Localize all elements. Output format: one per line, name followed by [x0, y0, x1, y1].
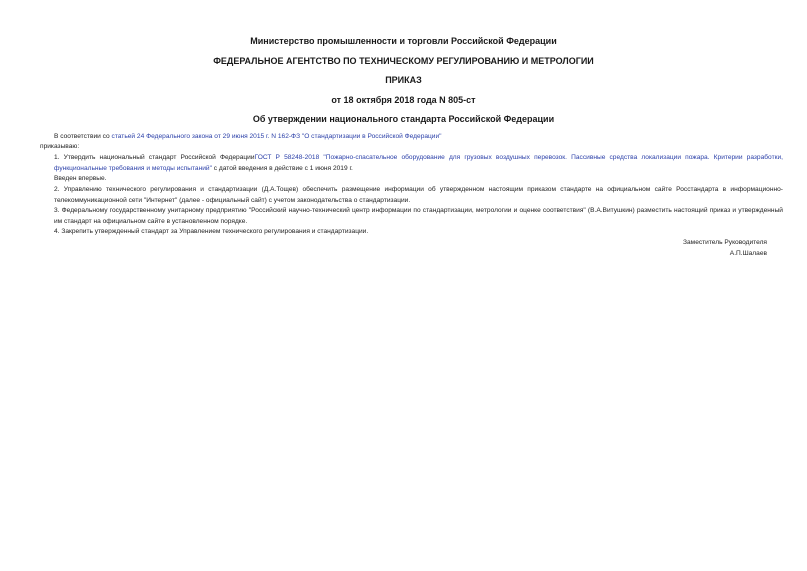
item-2-paragraph: 2. Управлению технического регулирования и стандартизации (Д.А.Тощев) обеспечить размещение информации об утвержденном настоящим приказом стандарте на официальном сайте Росстандарта в информационно-телекоммуникационной сети "Интернет" (далее - официальный сайт) с учетом законодательства о стандартизации. — [54, 186, 783, 204]
ministry-heading: Министерство промышленности и торговли Российской Федерации — [250, 36, 557, 46]
document-type-heading: ПРИКАЗ — [385, 75, 422, 85]
standard-link[interactable]: ГОСТ Р 58248-2018 "Пожарно-спасательное оборудование для грузовых воздушных перевозок. Пассивные средства локализации пожара. Критерии разработки, функциональные требования и методы испытаний" — [54, 154, 783, 172]
document-subject-heading: Об утверждении национального стандарта Российской Федерации — [252, 114, 555, 124]
signature-name: А.П.Шалаев — [729, 250, 767, 257]
document-date-heading: от 18 октября 2018 года N 805-ст — [331, 95, 476, 105]
order-word: приказываю: — [40, 143, 80, 150]
item-3-paragraph: 3. Федеральному государственному унитарному предприятию "Российский научно-технический центр информации по стандартизации, метрологии и оценке соответствия" (В.А.Витушкин) разместить настоящий приказ и утвержденный им стандарт на официальном сайте в установленном порядке. — [54, 207, 783, 225]
item-1-prefix: 1. Утвердить национальный стандарт Российской Федерации — [54, 154, 255, 161]
federal-law-link[interactable]: статьей 24 Федерального закона от 29 июня 2015 г. N 162-ФЗ "О стандартизации в Российской Федерации" — [111, 133, 442, 140]
introduced-first-note: Введен впервые. — [54, 175, 107, 182]
item-1-paragraph — [40, 153, 783, 175]
signature-position: Заместитель Руководителя — [683, 239, 767, 246]
intro-prefix: В соответствии со — [54, 133, 112, 140]
item-1-suffix: с датой введения в действие с 1 июня 2019 г. — [211, 164, 353, 172]
agency-heading: ФЕДЕРАЛЬНОЕ АГЕНТСТВО ПО ТЕХНИЧЕСКОМУ РЕГУЛИРОВАНИЮ И МЕТРОЛОГИИ — [213, 56, 594, 66]
item-4-paragraph: 4. Закрепить утвержденный стандарт за Управлением технического регулирования и стандартизации. — [54, 228, 369, 235]
